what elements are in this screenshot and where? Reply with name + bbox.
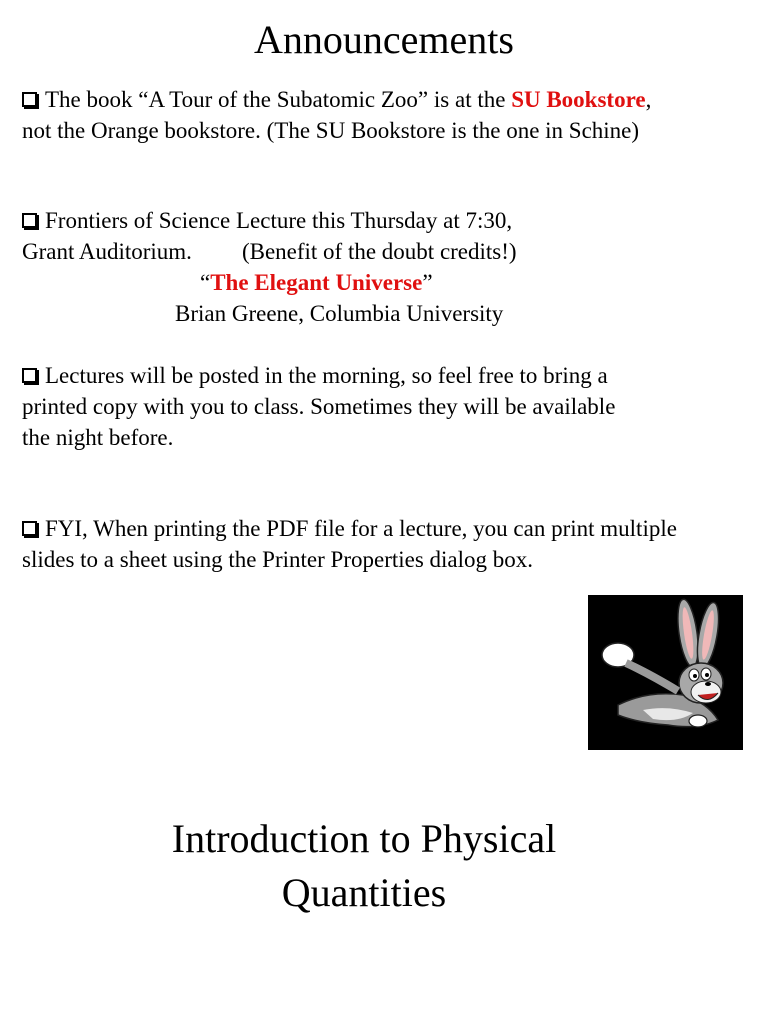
checkbox-bullet-icon <box>22 521 37 536</box>
cartoon-rabbit-icon <box>588 595 743 750</box>
su-bookstore-highlight: SU Bookstore <box>511 87 646 112</box>
checkbox-bullet-icon <box>22 92 37 107</box>
announcement-bookstore <box>22 84 762 146</box>
announcement-line: not the Orange bookstore. (The SU Bookstore is the one in Schine) <box>22 118 640 143</box>
page-title: Announcements <box>254 17 514 62</box>
announcement-line: Frontiers of Science Lecture this Thursday at 7:30, <box>22 205 762 236</box>
announcement-line: slides to a sheet using the Printer Properties dialog box. <box>22 547 534 572</box>
announcement-line: Lectures will be posted in the morning, so feel free to bring a <box>22 360 762 391</box>
announcement-line: printed copy with you to class. Sometimes they will be available <box>22 394 616 419</box>
checkbox-bullet-icon <box>22 368 37 383</box>
checkbox-bullet-icon <box>22 213 37 228</box>
lecture-title: “The Elegant Universe” <box>200 270 433 295</box>
section-title: Introduction to Physical Quantities <box>171 816 557 915</box>
announcement-line: Grant Auditorium. (Benefit of the doubt credits!) <box>22 239 517 264</box>
lecture-speaker: Brian Greene, Columbia University <box>175 301 504 326</box>
cartoon-rabbit-image <box>588 595 743 750</box>
elegant-universe-highlight: The Elegant Universe <box>210 270 423 295</box>
announcement-line: FYI, When printing the PDF file for a lecture, you can print multiple <box>22 513 762 544</box>
announcement-line: the night before. <box>22 425 174 450</box>
announcement-line: The book “A Tour of the Subatomic Zoo” is at the SU Bookstore, <box>22 84 762 115</box>
announcement-lectures-posted <box>22 360 762 453</box>
announcement-lecture <box>22 205 762 329</box>
announcement-printing <box>22 513 762 575</box>
